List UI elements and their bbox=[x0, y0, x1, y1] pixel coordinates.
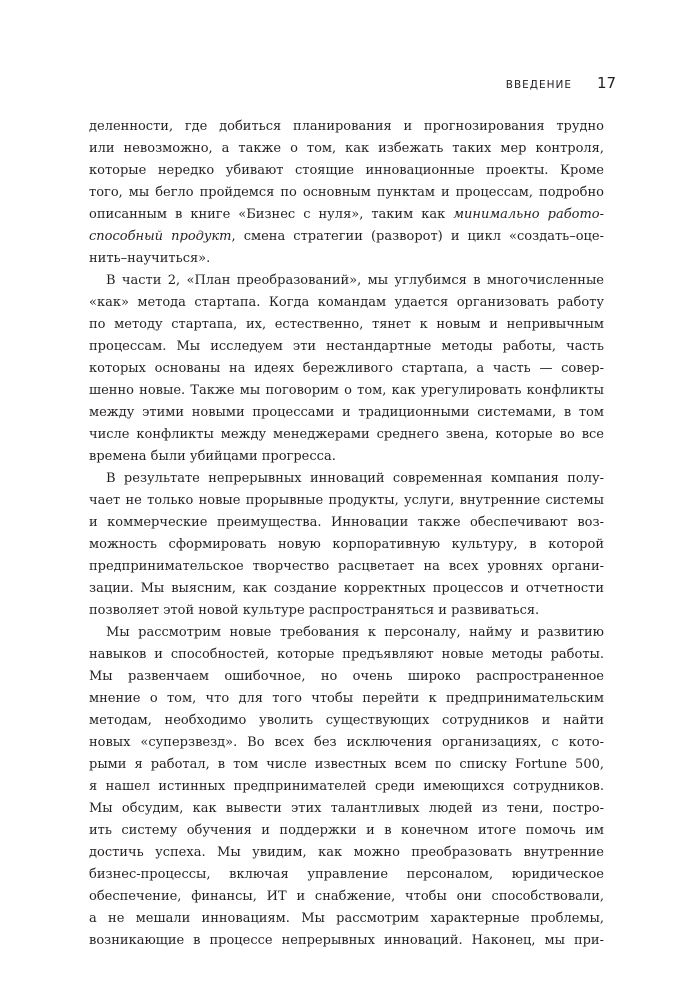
text-line: Мы развенчаем ошибочное, но очень широко распространенное bbox=[89, 669, 604, 684]
page-header bbox=[0, 76, 686, 96]
running-head: ВВЕДЕНИЕ bbox=[505, 79, 572, 91]
text-line: можность сформировать новую корпоративную культуру, в которой bbox=[89, 537, 604, 552]
text-line: возникающие в процессе непрерывных инноваций. Наконец, мы при- bbox=[89, 933, 604, 948]
text-line: В результате непрерывных инноваций современная компания полу- bbox=[106, 471, 604, 486]
text-line: бизнес-процессы, включая управление персоналом, юридическое bbox=[89, 867, 604, 882]
text-line: В части 2, «План преобразований», мы углубимся в многочисленные bbox=[106, 273, 604, 288]
text-line: позволяет этой новой культуре распространяться и развиваться. bbox=[89, 603, 540, 618]
text-line: обеспечение, финансы, ИТ и снабжение, чтобы они способствовали, bbox=[89, 889, 604, 904]
italic-term: минимально работо- bbox=[453, 207, 604, 222]
text-line: Мы рассмотрим новые требования к персоналу, найму и развитию bbox=[106, 625, 604, 640]
text-line: ить систему обучения и поддержки и в конечном итоге помочь им bbox=[89, 823, 604, 838]
text-line: между этими новыми процессами и традиционными системами, в том bbox=[89, 405, 604, 420]
text-line: нить–научиться». bbox=[89, 251, 211, 266]
italic-term: способный продукт bbox=[89, 229, 232, 244]
text-line: чает не только новые прорывные продукты, услуги, внутренние системы bbox=[89, 493, 604, 508]
text-line: зации. Мы выясним, как создание корректных процессов и отчетности bbox=[89, 581, 604, 596]
text-line: которых основаны на идеях бережливого стартапа, а часть — совер- bbox=[89, 361, 604, 376]
body-text bbox=[89, 116, 604, 952]
text-line: шенно новые. Также мы поговорим о том, как урегулировать конфликты bbox=[89, 383, 604, 398]
text-line bbox=[89, 226, 604, 248]
text-line: методам, необходимо уволить существующих сотрудников и найти bbox=[89, 713, 604, 728]
text-line: я нашел истинных предпринимателей среди имеющихся сотрудников. bbox=[89, 779, 604, 794]
page-number: 17 bbox=[597, 74, 617, 92]
text-line: а не мешали инновациям. Мы рассмотрим характерные проблемы, bbox=[89, 911, 604, 926]
text-line: Мы обсудим, как вывести этих талантливых людей из тени, постро- bbox=[89, 801, 604, 816]
text-line: новых «суперзвезд». Во всех без исключения организациях, с кото- bbox=[89, 735, 604, 750]
text-line: и коммерческие преимущества. Инновации также обеспечивают воз- bbox=[89, 515, 604, 530]
text-run: описанным в книге «Бизнес с нуля», таким как bbox=[89, 207, 454, 222]
text-line: по методу стартапа, их, естественно, тянет к новым и непривычным bbox=[89, 317, 604, 332]
text-line: числе конфликты между менеджерами среднего звена, которые во все bbox=[89, 427, 604, 442]
text-line: рыми я работал, в том числе известных всем по списку Fortune 500, bbox=[89, 757, 604, 772]
text-line: процессам. Мы исследуем эти нестандартные методы работы, часть bbox=[89, 339, 604, 354]
text-line: навыков и способностей, которые предъявляют новые методы работы. bbox=[89, 647, 604, 662]
text-line: или невозможно, а также о том, как избежать таких мер контроля, bbox=[89, 141, 604, 156]
text-line: времена были убийцами прогресса. bbox=[89, 449, 336, 464]
text-line: того, мы бегло пройдемся по основным пунктам и процессам, подробно bbox=[89, 185, 604, 200]
text-line bbox=[89, 204, 604, 226]
text-run: , смена стратегии (разворот) и цикл «создать–оце- bbox=[231, 229, 604, 244]
text-line: «как» метода стартапа. Когда командам удается организовать работу bbox=[89, 295, 604, 310]
text-line: мнение о том, что для того чтобы перейти к предпринимательским bbox=[89, 691, 604, 706]
text-line: предпринимательское творчество расцветает на всех уровнях органи- bbox=[89, 559, 604, 574]
text-line: достичь успеха. Мы увидим, как можно преобразовать внутренние bbox=[89, 845, 604, 860]
text-line: деленности, где добиться планирования и прогнозирования трудно bbox=[89, 119, 604, 134]
text-line: которые нередко убивают стоящие инновационные проекты. Кроме bbox=[89, 163, 604, 178]
